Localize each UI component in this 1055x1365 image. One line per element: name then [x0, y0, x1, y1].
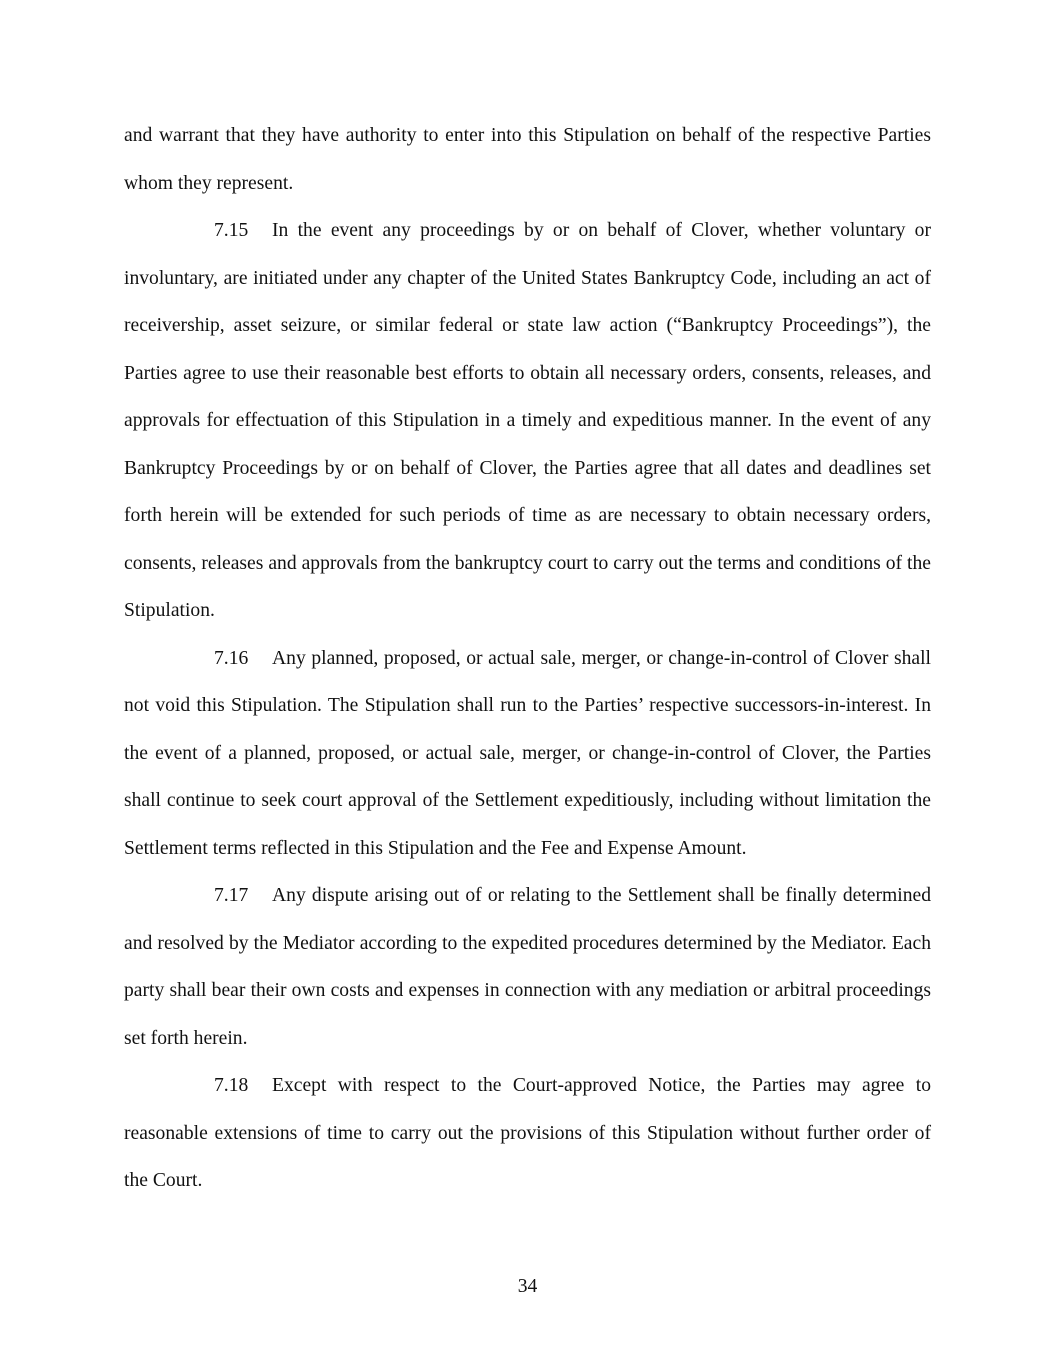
section-number: 7.18: [214, 1075, 249, 1096]
section-7-16: [124, 635, 931, 873]
section-7-15: [124, 207, 931, 635]
section-number: 7.16: [214, 647, 249, 669]
section-text: Any dispute arising out of or relating to the Settlement shall be finally determined and resolved by the Mediator according to the expedited procedures determined by the Mediator. Each party shall bear their own costs and expenses in connection with any mediation or arbitral proceedings set forth herein.: [124, 885, 931, 1049]
page-number: 34: [517, 1276, 538, 1297]
section-text: Any planned, proposed, or actual sale, merger, or change-in-control of Clover shall not void this Stipulation. The Stipulation shall run to the Parties’ respective successors-in-interest. In the event of a planned, proposed, or actual sale, merger, or change-in-control of Clover, the Parties shall continue to seek court approval of the Settlement expeditiously, including without limitation the Settlement terms reflected in this Stipulation and the Fee and Expense Amount.: [124, 647, 931, 859]
body-text: [124, 112, 931, 1205]
continuation-paragraph: and warrant that they have authority to enter into this Stipulation on behalf of the respective Parties whom they represent.: [124, 125, 931, 194]
section-number: 7.17: [214, 885, 249, 906]
section-7-18: [124, 1062, 931, 1205]
section-text: In the event any proceedings by or on behalf of Clover, whether voluntary or involuntary, are initiated under any chapter of the United States Bankruptcy Code, including an act of receivership, asset seizure, or similar federal or state law action (“Bankruptcy Proceedings”), the Parties agree to use their reasonable best efforts to obtain all necessary orders, consents, releases, and approvals for effectuation of this Stipulation in a timely and expeditious manner. In the event of any Bankruptcy Proceedings by or on behalf of Clover, the Parties agree that all dates and deadlines set forth herein will be extended for such periods of time as are necessary to obtain necessary orders, consents, releases and approvals from the bankruptcy court to carry out the terms and conditions of the Stipulation.: [124, 220, 931, 621]
section-7-17: [124, 872, 931, 1062]
section-number: 7.15: [214, 220, 249, 241]
section-text: Except with respect to the Court-approved Notice, the Parties may agree to reasonable extensions of time to carry out the provisions of this Stipulation without further order of the Court.: [124, 1075, 931, 1191]
